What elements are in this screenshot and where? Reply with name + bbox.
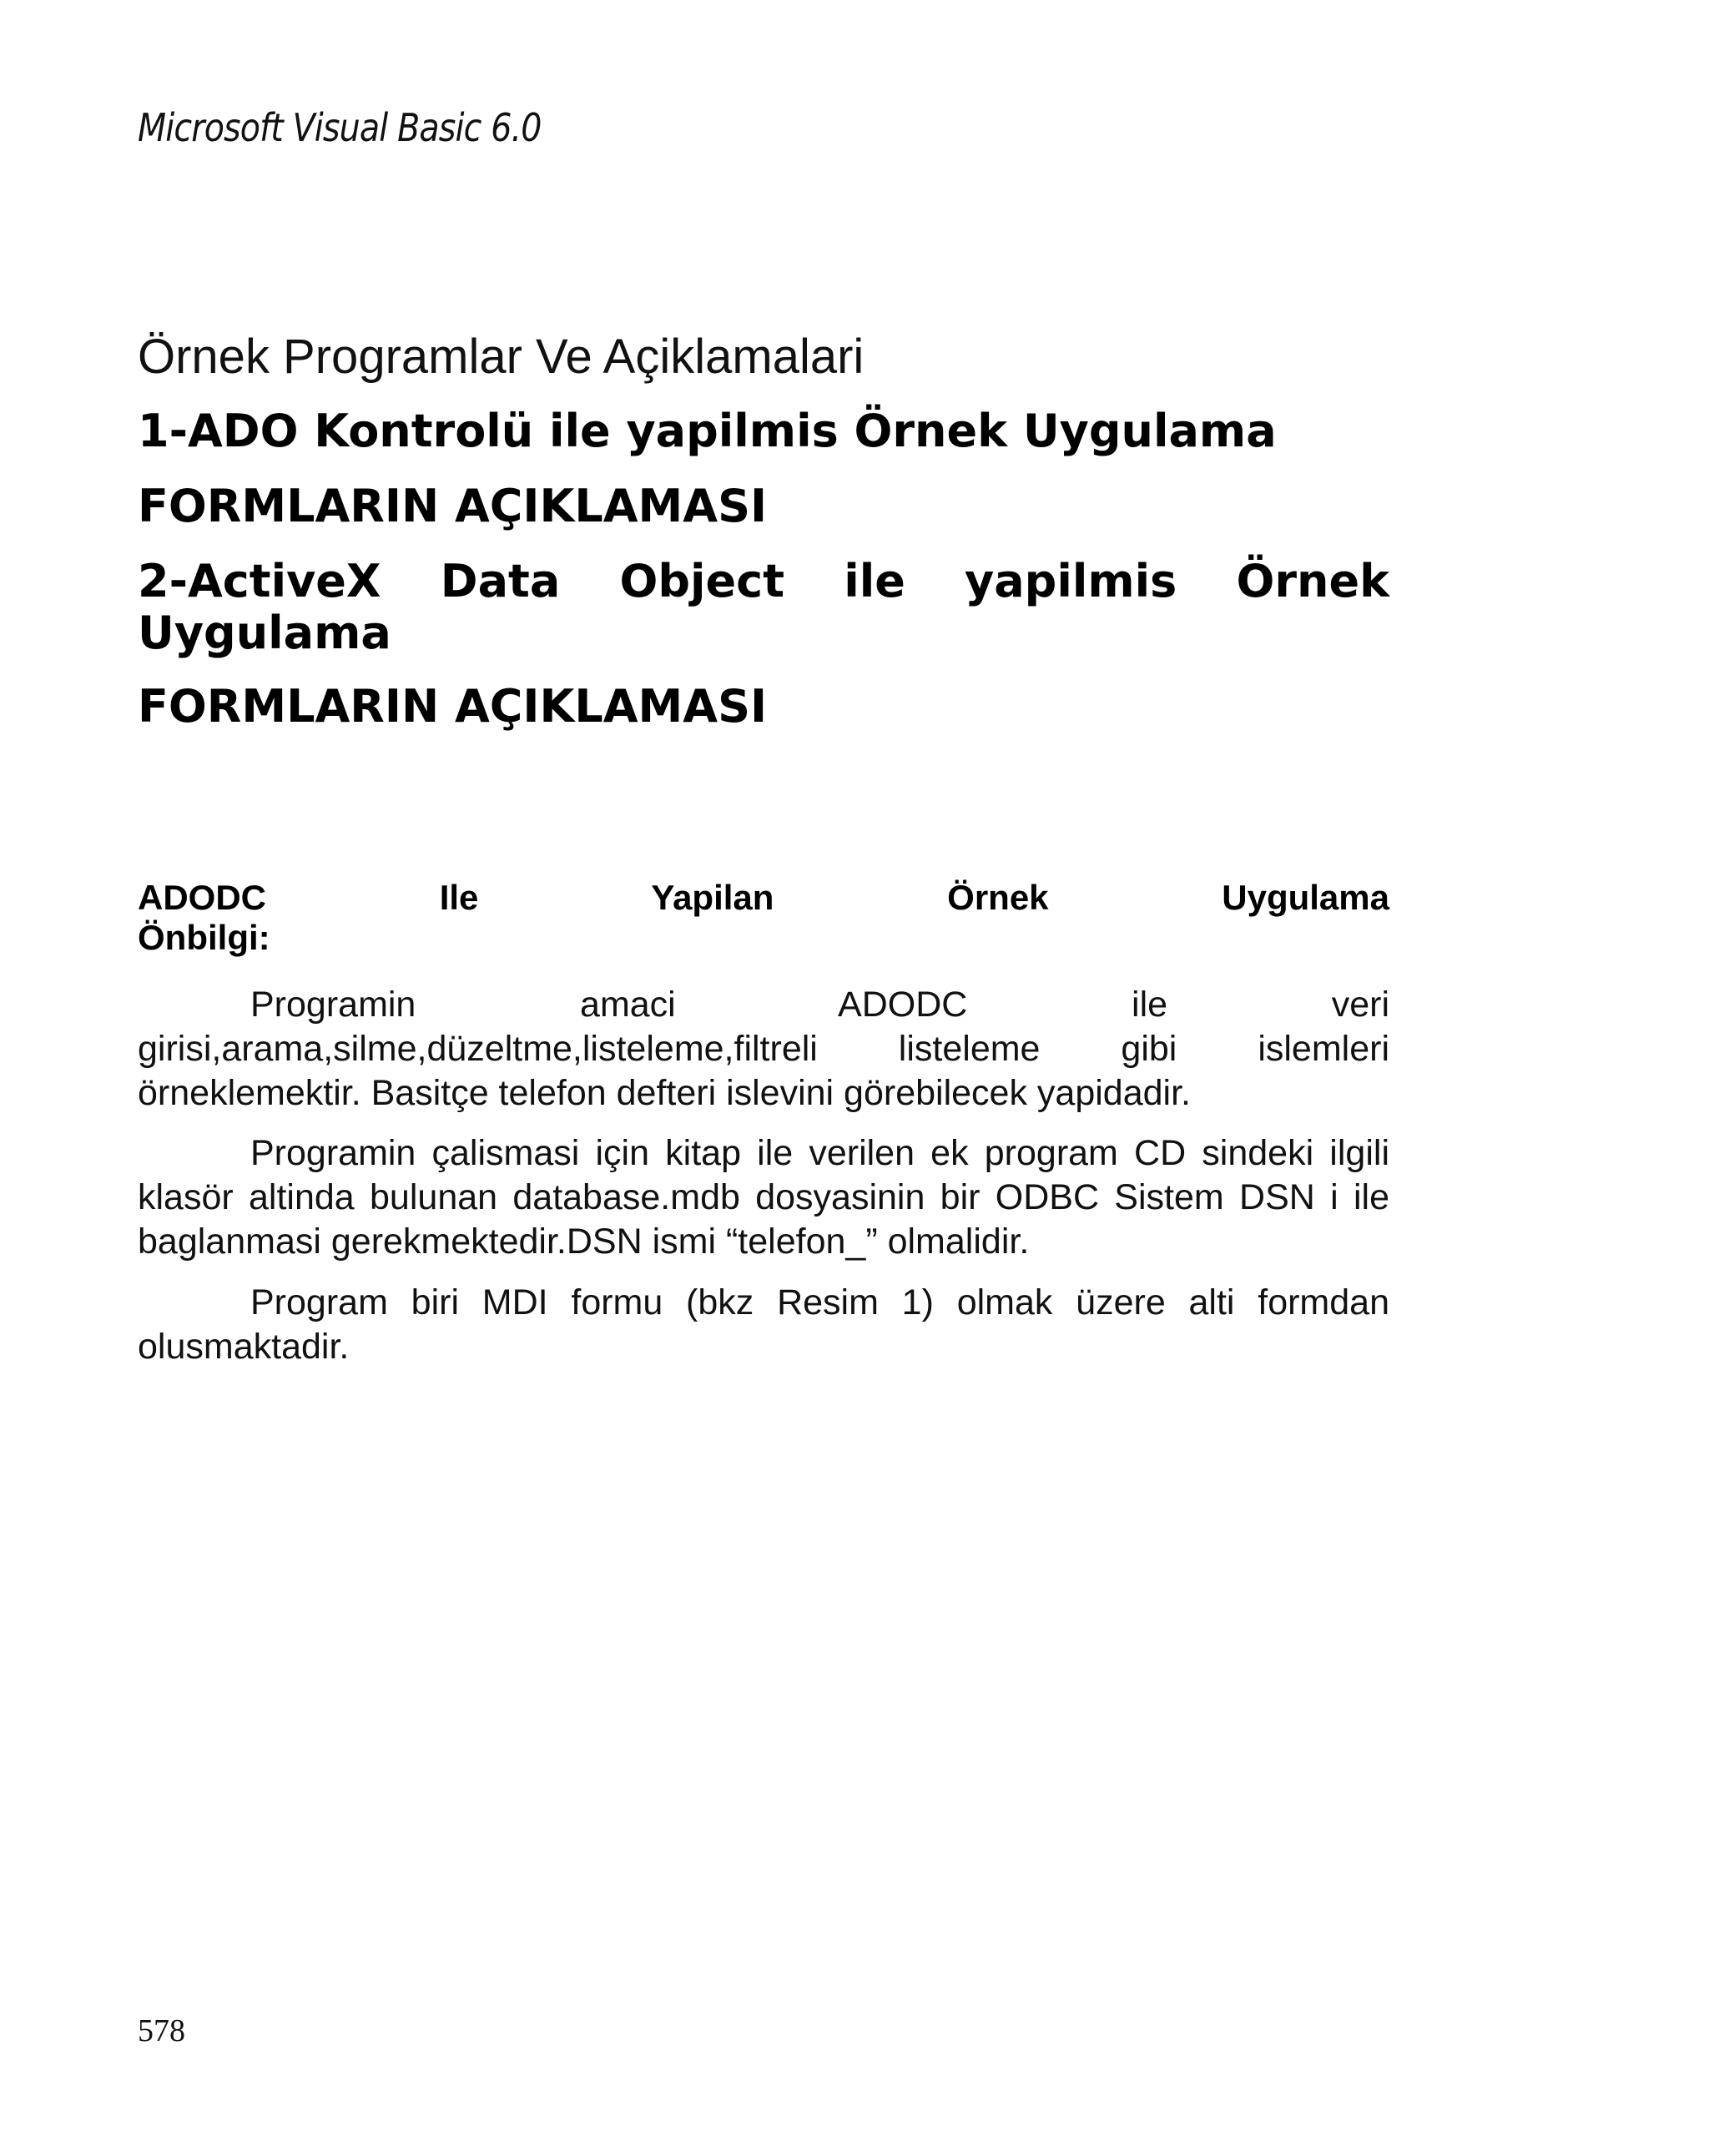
section-2-title-line-1: 2-ActiveX Data Object ile yapilmis Örnek [138, 555, 1389, 607]
example-subheading: Önbilgi: [138, 918, 270, 957]
section-1-title: 1-ADO Kontrolü ile yapilmis Örnek Uygulama [138, 405, 1277, 457]
example-heading: ADODC Ile Yapilan Örnek Uygulama [138, 878, 1389, 917]
page-number: 578 [138, 2013, 185, 2048]
section-1-subtitle: FORMLARIN AÇIKLAMASI [138, 480, 768, 532]
paragraph-structure: Program biri MDI formu (bkz Resim 1) olmak üzere alti formdan olusmaktadir. [138, 1282, 1389, 1367]
section-2-subtitle: FORMLARIN AÇIKLAMASI [138, 680, 768, 733]
section-2-title-line-2: Uygulama [138, 607, 391, 659]
paragraph-purpose: Programin amaci ADODC ile veri girisi,arama,silme,düzeltme,listeleme,filtreli listeleme gibi islemleri örneklemektir. Basitçe telefon defteri islevini görebilecek yapidadir. [138, 985, 1389, 1113]
running-header: Microsoft Visual Basic 6.0 [138, 105, 542, 150]
chapter-title: Örnek Programlar Ve Açiklamalari [138, 330, 865, 384]
paragraph-requirements: Programin çalismasi için kitap ile verilen ek program CD sindeki ilgili klasör altinda bulunan database.mdb dosyasinin bir ODBC Sistem DSN i ile baglanmasi gerekmektedir.DSN ismi “telefon_” olmalidir. [138, 1133, 1389, 1262]
